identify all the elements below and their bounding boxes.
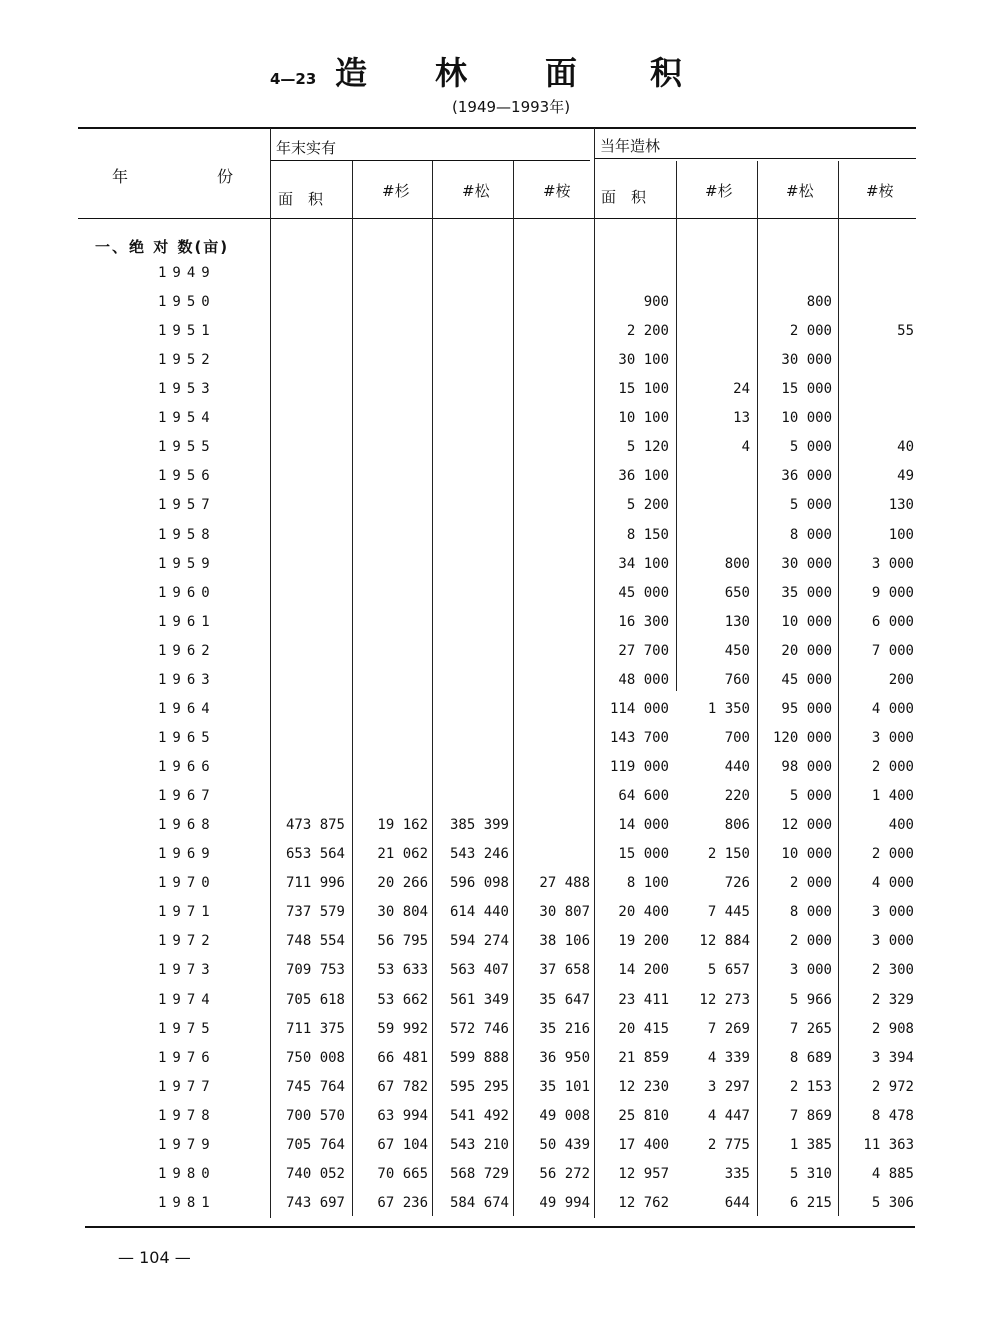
table-cell: 14 000 xyxy=(618,817,669,834)
table-cell: 705 764 xyxy=(285,1136,345,1153)
table-cell: 7 265 xyxy=(789,1020,832,1037)
row-year: 1981 xyxy=(158,1194,216,1211)
table-cell: 3 000 xyxy=(871,904,914,921)
header-group-annual: 当年造林 xyxy=(600,137,661,155)
table-cell: 24 xyxy=(733,381,750,398)
row-year: 1967 xyxy=(158,788,216,805)
table-cell: 30 807 xyxy=(539,904,590,921)
table-cell: 6 000 xyxy=(871,613,914,630)
table-cell: 2 300 xyxy=(871,962,914,979)
table-cell: 5 000 xyxy=(789,497,832,514)
table-cell: 595 295 xyxy=(449,1078,509,1095)
table-cell: 114 000 xyxy=(609,700,669,717)
header-group-year-end: 年末实有 xyxy=(276,139,337,157)
table-cell: 36 000 xyxy=(781,468,832,485)
table-cell: 45 000 xyxy=(618,584,669,601)
row-year: 1977 xyxy=(158,1078,216,1095)
table-row xyxy=(0,410,1000,438)
row-year: 1963 xyxy=(158,671,216,688)
table-cell: 614 440 xyxy=(449,904,509,921)
table-cell: 130 xyxy=(888,497,914,514)
table-row xyxy=(0,556,1000,584)
table-cell: 27 700 xyxy=(618,642,669,659)
row-year: 1979 xyxy=(158,1136,216,1153)
table-cell: 1 385 xyxy=(789,1136,832,1153)
table-cell: 450 xyxy=(724,642,750,659)
table-cell: 4 xyxy=(741,439,750,456)
table-cell: 2 775 xyxy=(707,1136,750,1153)
table-row xyxy=(0,730,1000,758)
table-cell: 3 297 xyxy=(707,1078,750,1095)
header-eucalyptus: #桉 xyxy=(866,182,894,200)
header-bottom-rule xyxy=(78,218,916,219)
table-cell: 64 600 xyxy=(618,788,669,805)
table-cell: 711 375 xyxy=(285,1020,345,1037)
table-row xyxy=(0,1166,1000,1194)
table-cell: 15 000 xyxy=(781,381,832,398)
table-cell: 100 xyxy=(888,526,914,543)
row-year: 1966 xyxy=(158,759,216,776)
row-year: 1949 xyxy=(158,265,216,281)
table-cell: 5 310 xyxy=(789,1165,832,1182)
table-row xyxy=(0,439,1000,467)
table-cell: 66 481 xyxy=(377,1049,428,1066)
table-cell: 4 339 xyxy=(707,1049,750,1066)
table-cell: 4 885 xyxy=(871,1165,914,1182)
row-year: 1973 xyxy=(158,962,216,979)
table-cell: 63 994 xyxy=(377,1107,428,1124)
header-area: 面 积 xyxy=(278,190,324,208)
table-cell: 14 200 xyxy=(618,962,669,979)
table-cell: 49 994 xyxy=(539,1194,590,1211)
table-cell: 4 000 xyxy=(871,875,914,892)
row-year: 1978 xyxy=(158,1107,216,1124)
table-cell: 473 875 xyxy=(285,817,345,834)
table-cell: 2 000 xyxy=(789,933,832,950)
header-year-char: 份 xyxy=(217,167,234,186)
row-year: 1960 xyxy=(158,584,216,601)
row-year: 1957 xyxy=(158,497,216,514)
table-cell: 10 000 xyxy=(781,410,832,427)
table-cell: 561 349 xyxy=(449,991,509,1008)
table-cell: 67 782 xyxy=(377,1078,428,1095)
table-cell: 700 xyxy=(724,729,750,746)
table-cell: 20 266 xyxy=(377,875,428,892)
subtitle: (1949—1993年) xyxy=(452,98,571,116)
table-row xyxy=(0,323,1000,351)
table-cell: 12 273 xyxy=(699,991,750,1008)
table-cell: 36 100 xyxy=(618,468,669,485)
table-cell: 20 415 xyxy=(618,1020,669,1037)
table-cell: 760 xyxy=(724,671,750,688)
table-cell: 34 100 xyxy=(618,555,669,572)
table-cell: 15 100 xyxy=(618,381,669,398)
row-year: 1964 xyxy=(158,700,216,717)
table-cell: 2 200 xyxy=(626,323,669,340)
table-cell: 35 216 xyxy=(539,1020,590,1037)
table-row xyxy=(0,585,1000,613)
table-cell: 25 810 xyxy=(618,1107,669,1124)
table-cell: 15 000 xyxy=(618,846,669,863)
table-cell: 12 230 xyxy=(618,1078,669,1095)
table-cell: 20 400 xyxy=(618,904,669,921)
table-cell: 7 000 xyxy=(871,642,914,659)
title-char: 造 xyxy=(335,54,368,92)
table-cell: 750 008 xyxy=(285,1049,345,1066)
table-row xyxy=(0,992,1000,1020)
table-cell: 800 xyxy=(724,555,750,572)
table-cell: 45 000 xyxy=(781,671,832,688)
table-cell: 30 804 xyxy=(377,904,428,921)
table-cell: 16 300 xyxy=(618,613,669,630)
table-cell: 700 570 xyxy=(285,1107,345,1124)
table-cell: 3 000 xyxy=(871,555,914,572)
table-cell: 19 162 xyxy=(377,817,428,834)
table-cell: 7 869 xyxy=(789,1107,832,1124)
table-cell: 120 000 xyxy=(772,729,832,746)
header-fir: #杉 xyxy=(382,182,410,200)
page-number: — 104 — xyxy=(118,1248,191,1267)
top-rule xyxy=(78,127,916,129)
row-year: 1975 xyxy=(158,1020,216,1037)
table-cell: 584 674 xyxy=(449,1194,509,1211)
table-cell: 2 150 xyxy=(707,846,750,863)
table-cell: 5 657 xyxy=(707,962,750,979)
table-cell: 30 000 xyxy=(781,555,832,572)
table-row xyxy=(0,294,1000,322)
table-row xyxy=(0,933,1000,961)
table-cell: 220 xyxy=(724,788,750,805)
table-cell: 55 xyxy=(897,323,914,340)
table-row xyxy=(0,497,1000,525)
table-row xyxy=(0,614,1000,642)
row-year: 1969 xyxy=(158,846,216,863)
table-cell: 13 xyxy=(733,410,750,427)
table-row xyxy=(0,788,1000,816)
table-cell: 9 000 xyxy=(871,584,914,601)
table-cell: 59 992 xyxy=(377,1020,428,1037)
table-row xyxy=(0,381,1000,409)
table-cell: 806 xyxy=(724,817,750,834)
table-cell: 70 665 xyxy=(377,1165,428,1182)
table-cell: 20 000 xyxy=(781,642,832,659)
table-cell: 709 753 xyxy=(285,962,345,979)
table-cell: 726 xyxy=(724,875,750,892)
row-year: 1970 xyxy=(158,875,216,892)
table-cell: 53 662 xyxy=(377,991,428,1008)
table-row xyxy=(0,1050,1000,1078)
table-cell: 745 764 xyxy=(285,1078,345,1095)
title-char: 林 xyxy=(435,54,468,92)
table-cell: 17 400 xyxy=(618,1136,669,1153)
table-cell: 5 000 xyxy=(789,439,832,456)
section-label: 一、绝 对 数(亩) xyxy=(95,238,230,256)
table-cell: 27 488 xyxy=(539,875,590,892)
table-cell: 563 407 xyxy=(449,962,509,979)
table-cell: 2 000 xyxy=(789,323,832,340)
table-cell: 37 658 xyxy=(539,962,590,979)
group-a-rule xyxy=(270,160,590,161)
table-cell: 599 888 xyxy=(449,1049,509,1066)
table-cell: 49 008 xyxy=(539,1107,590,1124)
row-year: 1955 xyxy=(158,439,216,456)
table-cell: 143 700 xyxy=(609,729,669,746)
table-cell: 40 xyxy=(897,439,914,456)
row-year: 1953 xyxy=(158,381,216,398)
table-cell: 4 000 xyxy=(871,700,914,717)
table-cell: 2 000 xyxy=(871,759,914,776)
table-cell: 705 618 xyxy=(285,991,345,1008)
table-row xyxy=(0,265,1000,293)
table-cell: 30 000 xyxy=(781,352,832,369)
table-row xyxy=(0,701,1000,729)
row-year: 1968 xyxy=(158,817,216,834)
table-row xyxy=(0,527,1000,555)
row-year: 1951 xyxy=(158,323,216,340)
table-cell: 541 492 xyxy=(449,1107,509,1124)
table-cell: 4 447 xyxy=(707,1107,750,1124)
table-cell: 30 100 xyxy=(618,352,669,369)
table-cell: 8 100 xyxy=(626,875,669,892)
table-cell: 3 394 xyxy=(871,1049,914,1066)
table-cell: 12 762 xyxy=(618,1194,669,1211)
table-row xyxy=(0,904,1000,932)
table-number: 4—23 xyxy=(270,70,317,88)
table-cell: 900 xyxy=(643,294,669,311)
table-row xyxy=(0,1195,1000,1223)
table-cell: 2 908 xyxy=(871,1020,914,1037)
table-row xyxy=(0,962,1000,990)
table-cell: 2 972 xyxy=(871,1078,914,1095)
table-cell: 11 363 xyxy=(863,1136,914,1153)
table-row xyxy=(0,352,1000,380)
table-cell: 8 478 xyxy=(871,1107,914,1124)
table-cell: 2 329 xyxy=(871,991,914,1008)
table-cell: 740 052 xyxy=(285,1165,345,1182)
row-year: 1980 xyxy=(158,1165,216,1182)
table-cell: 21 062 xyxy=(377,846,428,863)
table-cell: 568 729 xyxy=(449,1165,509,1182)
table-row xyxy=(0,817,1000,845)
table-cell: 335 xyxy=(724,1165,750,1182)
table-cell: 2 000 xyxy=(871,846,914,863)
table-cell: 10 000 xyxy=(781,613,832,630)
table-cell: 1 400 xyxy=(871,788,914,805)
row-year: 1974 xyxy=(158,991,216,1008)
table-row xyxy=(0,672,1000,700)
table-cell: 737 579 xyxy=(285,904,345,921)
table-cell: 800 xyxy=(806,294,832,311)
table-cell: 10 000 xyxy=(781,846,832,863)
row-year: 1952 xyxy=(158,352,216,369)
header-pine: #松 xyxy=(786,182,814,200)
table-row xyxy=(0,643,1000,671)
table-cell: 50 439 xyxy=(539,1136,590,1153)
title-char: 面 xyxy=(545,54,578,92)
table-cell: 8 150 xyxy=(626,526,669,543)
row-year: 1965 xyxy=(158,729,216,746)
table-cell: 67 104 xyxy=(377,1136,428,1153)
table-cell: 130 xyxy=(724,613,750,630)
table-cell: 1 350 xyxy=(707,700,750,717)
table-cell: 5 200 xyxy=(626,497,669,514)
table-cell: 38 106 xyxy=(539,933,590,950)
table-cell: 48 000 xyxy=(618,671,669,688)
table-cell: 8 000 xyxy=(789,904,832,921)
table-cell: 7 269 xyxy=(707,1020,750,1037)
header-area: 面 积 xyxy=(601,188,647,206)
table-cell: 5 120 xyxy=(626,439,669,456)
table-cell: 743 697 xyxy=(285,1194,345,1211)
table-row xyxy=(0,1079,1000,1107)
table-cell: 35 647 xyxy=(539,991,590,1008)
row-year: 1954 xyxy=(158,410,216,427)
header-year-char: 年 xyxy=(112,167,129,186)
table-cell: 95 000 xyxy=(781,700,832,717)
table-cell: 2 153 xyxy=(789,1078,832,1095)
table-cell: 711 996 xyxy=(285,875,345,892)
table-cell: 594 274 xyxy=(449,933,509,950)
table-row xyxy=(0,875,1000,903)
row-year: 1971 xyxy=(158,904,216,921)
table-cell: 7 445 xyxy=(707,904,750,921)
table-cell: 650 xyxy=(724,584,750,601)
row-year: 1950 xyxy=(158,294,216,311)
table-cell: 748 554 xyxy=(285,933,345,950)
table-cell: 36 950 xyxy=(539,1049,590,1066)
table-row xyxy=(0,468,1000,496)
table-cell: 440 xyxy=(724,759,750,776)
table-cell: 5 966 xyxy=(789,991,832,1008)
table-cell: 3 000 xyxy=(789,962,832,979)
table-cell: 3 000 xyxy=(871,933,914,950)
row-year: 1962 xyxy=(158,642,216,659)
table-cell: 10 100 xyxy=(618,410,669,427)
table-cell: 200 xyxy=(888,671,914,688)
table-cell: 596 098 xyxy=(449,875,509,892)
row-year: 1961 xyxy=(158,613,216,630)
bottom-rule xyxy=(85,1226,915,1228)
table-cell: 644 xyxy=(724,1194,750,1211)
table-cell: 12 884 xyxy=(699,933,750,950)
group-b-rule xyxy=(594,158,916,159)
row-year: 1958 xyxy=(158,526,216,543)
table-cell: 3 000 xyxy=(871,729,914,746)
table-cell: 19 200 xyxy=(618,933,669,950)
table-cell: 385 399 xyxy=(449,817,509,834)
header-eucalyptus: #桉 xyxy=(543,182,571,200)
header-pine: #松 xyxy=(462,182,490,200)
table-row xyxy=(0,759,1000,787)
title-char: 积 xyxy=(650,54,683,92)
table-cell: 35 000 xyxy=(781,584,832,601)
table-cell: 543 246 xyxy=(449,846,509,863)
table-cell: 53 633 xyxy=(377,962,428,979)
table-row xyxy=(0,846,1000,874)
table-cell: 400 xyxy=(888,817,914,834)
table-cell: 12 957 xyxy=(618,1165,669,1182)
table-cell: 12 000 xyxy=(781,817,832,834)
table-cell: 543 210 xyxy=(449,1136,509,1153)
table-cell: 653 564 xyxy=(285,846,345,863)
table-row xyxy=(0,1021,1000,1049)
table-cell: 35 101 xyxy=(539,1078,590,1095)
table-cell: 98 000 xyxy=(781,759,832,776)
table-cell: 5 306 xyxy=(871,1194,914,1211)
table-cell: 5 000 xyxy=(789,788,832,805)
table-cell: 119 000 xyxy=(609,759,669,776)
table-cell: 56 795 xyxy=(377,933,428,950)
table-row xyxy=(0,1108,1000,1136)
row-year: 1972 xyxy=(158,933,216,950)
table-cell: 6 215 xyxy=(789,1194,832,1211)
table-cell: 49 xyxy=(897,468,914,485)
row-year: 1956 xyxy=(158,468,216,485)
table-cell: 2 000 xyxy=(789,875,832,892)
table-cell: 8 000 xyxy=(789,526,832,543)
table-cell: 8 689 xyxy=(789,1049,832,1066)
table-row xyxy=(0,1137,1000,1165)
table-cell: 572 746 xyxy=(449,1020,509,1037)
table-cell: 21 859 xyxy=(618,1049,669,1066)
header-fir: #杉 xyxy=(705,182,733,200)
row-year: 1959 xyxy=(158,555,216,572)
table-cell: 23 411 xyxy=(618,991,669,1008)
row-year: 1976 xyxy=(158,1049,216,1066)
table-cell: 56 272 xyxy=(539,1165,590,1182)
table-cell: 67 236 xyxy=(377,1194,428,1211)
